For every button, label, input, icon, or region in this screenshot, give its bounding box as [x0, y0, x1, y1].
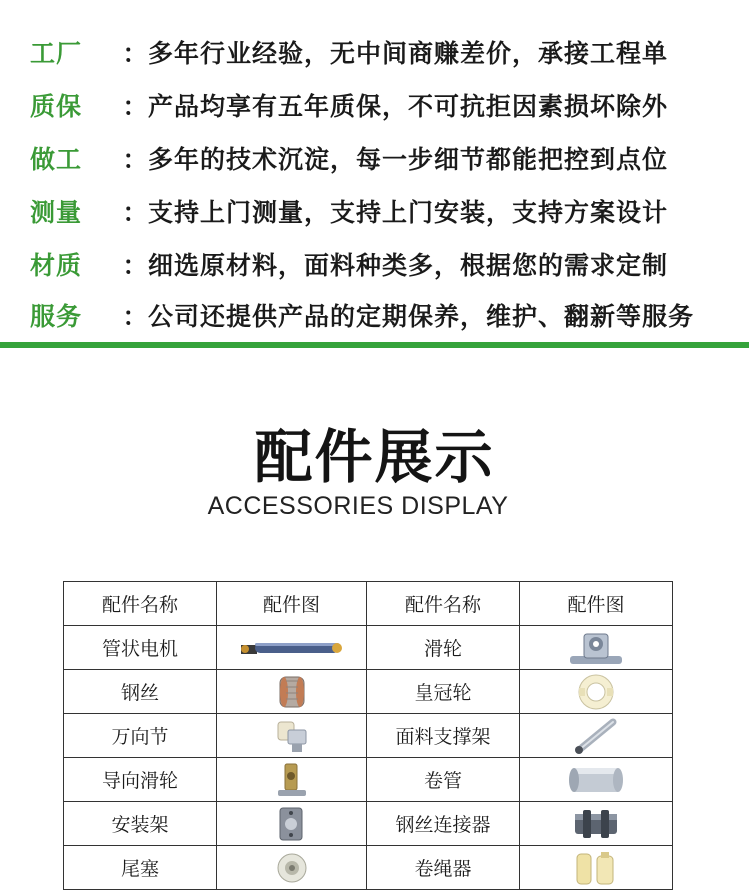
cell-image	[520, 802, 673, 846]
feature-text: 多年的技术沉淀，每一步细节都能把控到点位	[148, 145, 669, 174]
cell-image	[217, 714, 367, 758]
table-row	[64, 846, 673, 890]
pulley-icon	[566, 628, 626, 668]
feature-text: 支持上门测量，支持上门安装，支持方案设计	[148, 198, 669, 227]
header-name-left: 配件名称	[64, 582, 217, 626]
cell-name: 钢丝	[64, 670, 217, 714]
feature-colon: ：	[122, 145, 148, 174]
cell-name: 面料支撑架	[367, 714, 520, 758]
cell-name: 导向滑轮	[64, 758, 217, 802]
universal-joint-icon	[272, 716, 312, 756]
cell-image	[217, 626, 367, 670]
cell-image	[520, 626, 673, 670]
section-subtitle: ACCESSORIES DISPLAY	[207, 492, 509, 520]
feature-row-measurement	[0, 186, 668, 236]
tubular-motor-icon	[237, 633, 347, 663]
roller-tube-icon	[566, 760, 626, 800]
feature-key: 服务	[30, 302, 83, 331]
feature-colon: ：	[122, 39, 148, 68]
cell-name: 皇冠轮	[367, 670, 520, 714]
feature-key: 做工	[30, 145, 83, 174]
feature-row-factory	[0, 27, 668, 77]
table-row	[64, 758, 673, 802]
cell-image	[520, 670, 673, 714]
section-title: 配件展示	[254, 423, 495, 491]
table-header-row	[64, 582, 673, 626]
cell-name: 万向节	[64, 714, 217, 758]
header-name-right: 配件名称	[367, 582, 520, 626]
cell-image	[520, 758, 673, 802]
feature-row-warranty	[0, 80, 668, 130]
table-row	[64, 714, 673, 758]
cell-name: 尾塞	[64, 846, 217, 890]
feature-list	[0, 0, 749, 345]
cell-image	[217, 802, 367, 846]
table-row	[64, 626, 673, 670]
feature-text: 细选原材料，面料种类多，根据您的需求定制	[148, 251, 669, 280]
feature-colon: ：	[122, 251, 148, 280]
mounting-bracket-icon	[272, 804, 312, 844]
crown-wheel-icon	[574, 672, 618, 712]
feature-text: 多年行业经验，无中间商赚差价，承接工程单	[148, 39, 669, 68]
table-row	[64, 802, 673, 846]
cell-image	[520, 846, 673, 890]
feature-colon: ：	[122, 92, 148, 121]
fabric-support-rod-icon	[571, 716, 621, 756]
feature-key: 测量	[30, 198, 83, 227]
accessories-table	[63, 581, 673, 890]
feature-row-service	[0, 290, 694, 340]
header-image-right: 配件图	[520, 582, 673, 626]
feature-key: 工厂	[30, 39, 83, 68]
feature-text: 产品均享有五年质保，不可抗拒因素损坏除外	[148, 92, 669, 121]
feature-text: 公司还提供产品的定期保养，维护、翻新等服务	[148, 302, 695, 331]
cell-name: 卷绳器	[367, 846, 520, 890]
feature-colon: ：	[122, 198, 148, 227]
feature-key: 质保	[30, 92, 83, 121]
feature-row-material	[0, 239, 668, 289]
feature-row-workmanship	[0, 133, 668, 183]
table-row	[64, 670, 673, 714]
feature-colon: ：	[122, 302, 148, 331]
green-divider	[0, 342, 749, 348]
cell-name: 安装架	[64, 802, 217, 846]
cell-image	[217, 846, 367, 890]
cell-image	[520, 714, 673, 758]
wire-connector-icon	[569, 804, 623, 844]
cell-image	[217, 758, 367, 802]
header-image-left: 配件图	[217, 582, 367, 626]
cell-name: 卷管	[367, 758, 520, 802]
cell-image	[217, 670, 367, 714]
guide-pulley-icon	[272, 760, 312, 800]
cell-name: 滑轮	[367, 626, 520, 670]
steel-wire-coil-icon	[272, 673, 312, 711]
feature-key: 材质	[30, 251, 83, 280]
cell-name: 管状电机	[64, 626, 217, 670]
rope-winder-icon	[569, 848, 623, 888]
cell-name: 钢丝连接器	[367, 802, 520, 846]
end-plug-icon	[272, 848, 312, 888]
